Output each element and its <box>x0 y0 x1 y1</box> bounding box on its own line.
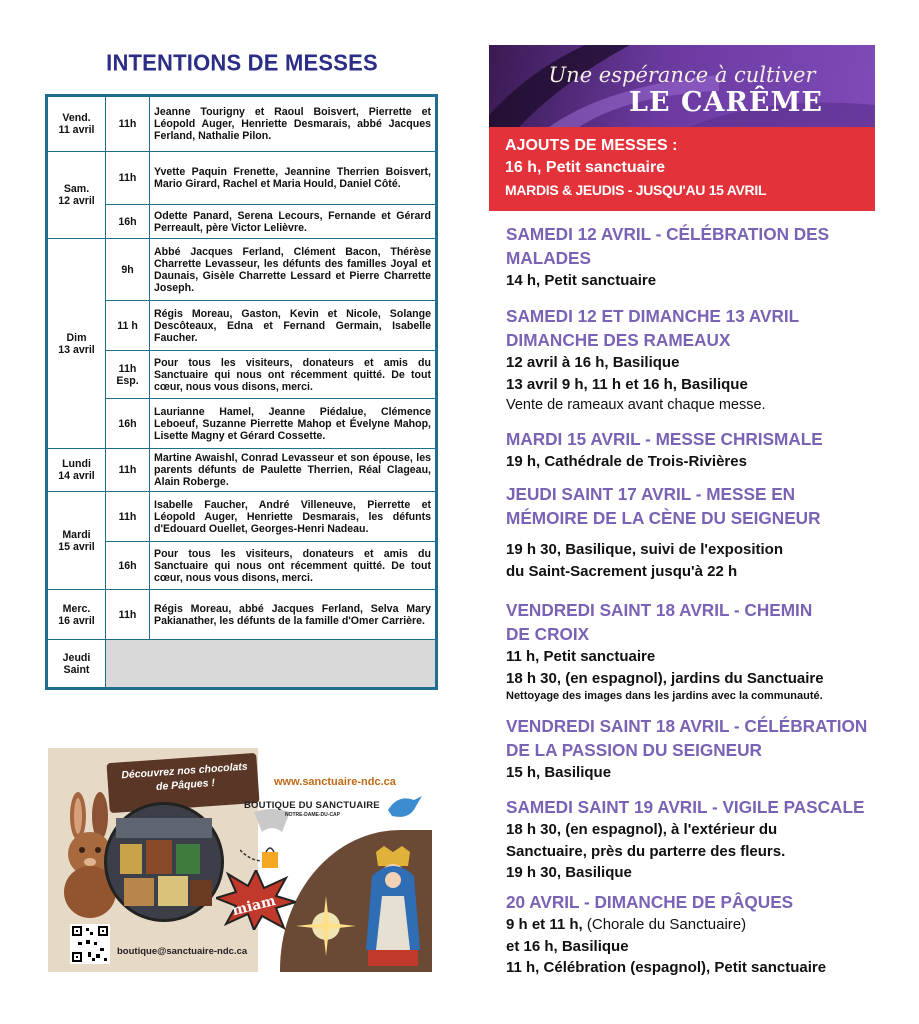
event-detail-note: (Chorale du Sanctuaire) <box>582 916 747 933</box>
event-detail-text: 19 h 30, Basilique <box>506 864 632 881</box>
mass-intentions-table <box>45 94 438 690</box>
mass-additions-box <box>489 127 875 211</box>
intention-names: Régis Moreau, Gaston, Kevin et Nicole, Solange Descôteaux, Edna et Fernand Germain, Isabelle Faucher. <box>150 301 436 351</box>
event-heading: DE CROIX <box>506 624 590 644</box>
event-detail <box>506 646 886 668</box>
event-detail <box>506 270 886 292</box>
table-row <box>48 301 436 351</box>
intention-names: Jeanne Tourigny et Raoul Boisvert, Pierrette et Léopold Auger, Henriette Desmarais, abbé Jacques Ferland, Nathalie Pilon. <box>150 97 436 152</box>
event-block <box>506 222 886 292</box>
intentions-title: INTENTIONS DE MESSES <box>106 49 378 76</box>
event-detail <box>506 841 886 863</box>
table-row <box>48 239 436 301</box>
event-block <box>506 482 886 582</box>
event-heading: MALADES <box>506 248 591 268</box>
day-date: Saint <box>63 663 90 676</box>
event-detail <box>506 561 886 583</box>
event-heading: MÉMOIRE DE LA CÈNE DU SEIGNEUR <box>506 508 821 528</box>
notre-dame-du-cap-statue-icon <box>358 846 428 970</box>
event-detail <box>506 668 886 690</box>
table-row <box>48 205 436 239</box>
day-cell <box>48 152 106 239</box>
event-detail <box>506 957 886 979</box>
event-heading: DIMANCHE DES RAMEAUX <box>506 330 731 350</box>
intention-names: Pour tous les visiteurs, donateurs et amis du Sanctuaire qui nous ont récemment quitté. De tout cœur, nous vous disons, merci. <box>150 351 436 399</box>
event-detail <box>506 539 886 561</box>
ad-visit-text: Visitez notre boutique en ligne pour vos achats <box>283 840 331 861</box>
additions-location: 16 h, Petit sanctuaire <box>505 159 666 176</box>
shopping-bag-icon <box>240 842 282 872</box>
day-date: 12 avril <box>58 195 95 207</box>
event-block <box>506 427 886 473</box>
ad-banner-text: Découvrez nos chocolats de Pâques ! <box>120 760 249 794</box>
sparkle-icon <box>296 896 356 956</box>
mass-time: 9h <box>106 239 150 301</box>
day-cell <box>48 239 106 449</box>
day-name: Lundi <box>62 458 91 470</box>
event-detail-text: 9 h et 11 h, <box>506 916 583 933</box>
ad-email-link[interactable]: boutique@sanctuaire-ndc.ca <box>117 946 248 957</box>
qr-code-icon[interactable] <box>70 924 110 964</box>
event-detail-text: 19 h 30, Basilique, suivi de l'exposition <box>506 541 783 558</box>
mass-time: 11h Esp. <box>106 351 150 399</box>
day-name: Jeudi <box>62 651 91 664</box>
day-cell <box>48 449 106 492</box>
event-heading: SAMEDI 12 AVRIL - CÉLÉBRATION DES <box>506 224 830 244</box>
day-date: 14 avril <box>58 470 95 482</box>
table-row <box>48 640 436 688</box>
mass-time: 16h <box>106 205 150 239</box>
table-row <box>48 542 436 590</box>
event-detail-text: 18 h 30, (en espagnol), à l'extérieur du <box>506 821 778 838</box>
banner-subtitle: Une espérance à cultiver <box>548 63 816 87</box>
event-detail-text: 12 avril à 16 h, Basilique <box>506 354 680 371</box>
event-detail-text: 15 h, Basilique <box>506 764 612 781</box>
day-name: Vend. <box>62 112 91 124</box>
table-row <box>48 152 436 205</box>
event-heading: VENDREDI SAINT 18 AVRIL - CÉLÉBRATION <box>506 716 868 736</box>
table-row <box>48 399 436 449</box>
event-detail <box>506 936 886 958</box>
event-block <box>506 795 886 884</box>
event-block <box>506 304 886 417</box>
event-detail-text: et 16 h, Basilique <box>506 937 629 955</box>
mass-time: 11 h <box>106 301 150 351</box>
intention-names: Isabelle Faucher, André Villeneuve, Pierrette et Léopold Auger, Henriette Desmarais, les défunts d'Edouard Ouellet, Georges-Henri Nadeau. <box>150 492 436 542</box>
event-detail-text: 11 h, Petit sanctuaire <box>506 648 656 665</box>
ad-shop-name: BOUTIQUE DU SANCTUAIRE <box>244 800 380 811</box>
mass-time: 11h <box>106 590 150 640</box>
intention-names: Odette Panard, Serena Lecours, Fernande et Gérard Perreault, père Victor Lelièvre. <box>150 205 436 239</box>
event-detail <box>506 914 886 936</box>
intention-names: Abbé Jacques Ferland, Clément Bacon, Thérèse Charrette Levasseur, les défunts des familles Joyal et Daunais, Gisèle Charrette Lessard et Pierre Charrette Joseph. <box>150 239 436 301</box>
event-detail <box>506 762 886 784</box>
event-detail-text: Sanctuaire, près du parterre des fleurs. <box>506 842 786 860</box>
day-name: Sam. <box>63 183 90 195</box>
event-detail <box>506 451 886 473</box>
event-detail-text: 19 h, Cathédrale de Trois-Rivières <box>506 453 747 470</box>
event-heading: MARDI 15 AVRIL - MESSE CHRISMALE <box>506 429 823 449</box>
table-row <box>48 449 436 492</box>
table-row <box>48 492 436 542</box>
event-block <box>506 890 886 979</box>
mass-time: 16h <box>106 542 150 590</box>
table-row <box>48 590 436 640</box>
day-name: Merc. <box>62 602 91 615</box>
day-date: 11 avril <box>58 124 95 136</box>
event-detail <box>506 819 886 841</box>
table-row <box>48 97 436 152</box>
spacer <box>506 530 886 539</box>
ad-miam-text: miam <box>230 892 278 920</box>
event-block <box>506 598 886 703</box>
event-detail <box>506 395 886 417</box>
event-detail <box>506 374 886 396</box>
event-detail <box>506 352 886 374</box>
event-detail-text: 13 avril 9 h, 11 h et 16 h, Basilique <box>506 375 748 393</box>
event-heading: VENDREDI SAINT 18 AVRIL - CHEMIN <box>506 600 813 620</box>
day-name: Mardi <box>62 528 91 541</box>
day-cell <box>48 640 106 688</box>
mass-time: 11h <box>106 449 150 492</box>
mass-time: 11h <box>106 152 150 205</box>
event-heading: SAMEDI 12 ET DIMANCHE 13 AVRIL <box>506 306 800 326</box>
event-detail-text: 14 h, Petit sanctuaire <box>506 272 657 289</box>
event-detail-text: Nettoyage des images dans les jardins avec la communauté. <box>506 690 823 702</box>
day-date: 15 avril <box>58 540 95 553</box>
additions-schedule: MARDIS & JEUDIS - JUSQU'AU 15 AVRIL <box>505 182 767 198</box>
intention-names: Yvette Paquin Frenette, Jeannine Therrien Boisvert, Mario Girard, Rachel et Maria Hould, Daniel Côté. <box>150 152 436 205</box>
additions-heading: AJOUTS DE MESSES : <box>505 137 678 154</box>
day-cell <box>48 97 106 152</box>
event-heading: SAMEDI SAINT 19 AVRIL - VIGILE PASCALE <box>506 797 865 817</box>
intention-names: Martine Awaishl, Conrad Levasseur et son épouse, les parents défunts de Paulette Therrien, Réal Clageau, Alain Roberge. <box>150 449 436 492</box>
event-heading: 20 AVRIL - DIMANCHE DE PÂQUES <box>506 892 794 912</box>
event-detail-text: du Saint-Sacrement jusqu'à 22 h <box>506 562 738 580</box>
event-heading: JEUDI SAINT 17 AVRIL - MESSE EN <box>506 484 796 504</box>
empty-cell <box>106 640 436 688</box>
mass-time: 11h <box>106 97 150 152</box>
intention-names: Pour tous les visiteurs, donateurs et amis du Sanctuaire qui nous ont récemment quitté. De tout cœur, nous vous disons, merci. <box>150 542 436 590</box>
mass-time: 11h <box>106 492 150 542</box>
bird-icon <box>384 790 424 826</box>
event-detail-text: 11 h, Célébration (espagnol), Petit sanctuaire <box>506 959 827 976</box>
day-cell <box>48 492 106 590</box>
mass-time: 16h <box>106 399 150 449</box>
event-heading: DE LA PASSION DU SEIGNEUR <box>506 740 762 760</box>
chocolate-boxes-icon <box>110 810 218 914</box>
day-date: 13 avril <box>58 343 95 356</box>
event-detail <box>506 862 886 884</box>
ad-shop-subname: NOTRE-DAME-DU-CAP <box>285 812 340 818</box>
table-row <box>48 351 436 399</box>
event-block <box>506 714 886 784</box>
day-name: Dim <box>66 331 87 344</box>
intention-names: Laurianne Hamel, Jeanne Piédalue, Clémence Leboeuf, Suzanne Pierrette Mahop et Évelyne Mahop, Lisette Magny et Gérard Cossette. <box>150 399 436 449</box>
ad-website-link[interactable]: www.sanctuaire-ndc.ca <box>274 776 396 788</box>
careme-banner <box>489 45 875 127</box>
event-detail-text: Vente de rameaux avant chaque messe. <box>506 397 766 413</box>
event-detail <box>506 689 886 703</box>
day-date: 16 avril <box>58 614 95 627</box>
boutique-ad[interactable] <box>48 748 432 972</box>
day-cell <box>48 590 106 640</box>
event-detail-text: 18 h 30, (en espagnol), jardins du Sanctuaire <box>506 669 824 687</box>
intention-names: Régis Moreau, abbé Jacques Ferland, Selva Mary Pakianather, les défunts de la famille d'Omer Carrière. <box>150 590 436 640</box>
banner-title: LE CARÊME <box>629 87 823 118</box>
